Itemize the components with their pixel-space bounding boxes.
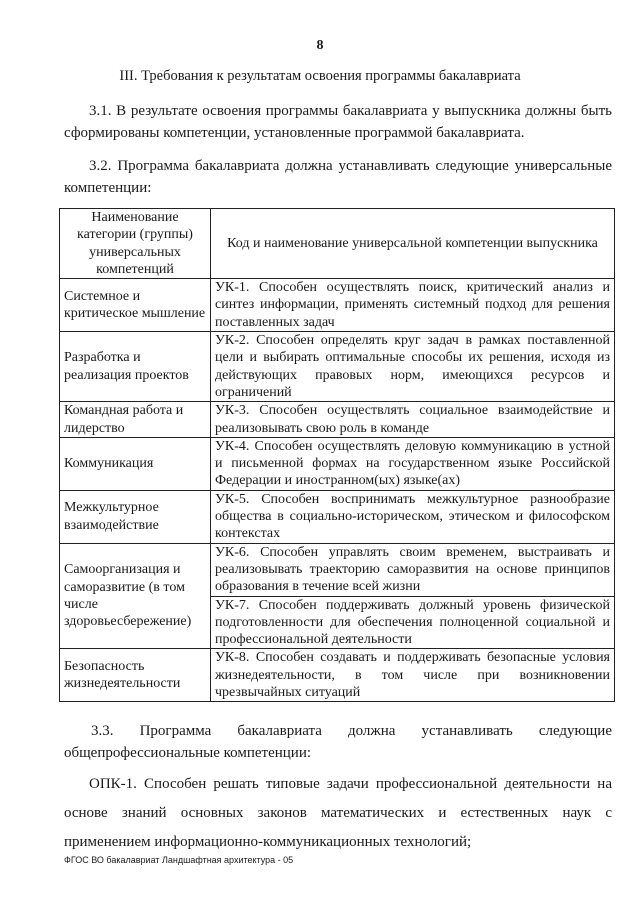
table-header-row (60, 209, 615, 279)
paragraph-3-2: 3.2. Программа бакалавриата должна устанавливать следующие универсальные компетенции: (64, 158, 612, 196)
table-row (60, 490, 615, 543)
competence-cell: УК-1. Способен осуществлять поиск, критический анализ и синтез информации, применять системный подход для решения поставленных задач (211, 279, 615, 332)
page-number: 8 (316, 38, 324, 53)
paragraph-3-3 (64, 720, 612, 764)
table-row (60, 402, 615, 438)
paragraph-3-1: 3.1. В результате освоения программы бакалавриата у выпускника должны быть сформированы компетенции, установленные программой бакалавриата. (64, 103, 612, 141)
category-cell: Разработка и реализация проектов (60, 332, 211, 402)
competence-cell: УК-7. Способен поддерживать должный уровень физической подготовленности для обеспечения полноценной социальной и профессиональной деятельности (211, 596, 615, 649)
footer-text: ФГОС ВО бакалавриат Ландшафтная архитектура - 05 (64, 855, 294, 865)
competence-table (59, 208, 615, 702)
competence-cell: УК-8. Способен создавать и поддерживать безопасные условия жизнедеятельности, в том числе при возникновении чрезвычайных ситуаций (211, 649, 615, 702)
section-heading: III. Требования к результатам освоения программы бакалавриата (119, 68, 521, 84)
category-cell: Коммуникация (60, 437, 211, 490)
table-row (60, 279, 615, 332)
table-row (60, 649, 615, 702)
table-row (60, 437, 615, 490)
category-cell: Системное и критическое мышление (60, 279, 211, 332)
category-cell: Безопасность жизнедеятельности (60, 649, 211, 702)
header-competence: Код и наименование универсальной компетенции выпускника (211, 209, 615, 279)
category-cell: Самоорганизация и саморазвитие (в том числе здоровьесбережение) (60, 543, 211, 649)
table-row (60, 332, 615, 402)
category-cell: Межкультурное взаимодействие (60, 490, 211, 543)
table-row (60, 543, 615, 596)
paragraph-3-3-line1: 3.3. Программа бакалавриата должна устанавливать следующие (91, 723, 612, 739)
opk-1-paragraph: ОПК-1. Способен решать типовые задачи профессиональной деятельности на основе знаний основных законов математических и естественных наук с применением информационно-коммуникационных технологий; (64, 776, 612, 850)
paragraph-3-3-line2: общепрофессиональные компетенции: (64, 745, 312, 761)
competence-cell: УК-3. Способен осуществлять социальное взаимодействие и реализовывать свою роль в команде (211, 402, 615, 438)
competence-cell: УК-4. Способен осуществлять деловую коммуникацию в устной и письменной формах на государственном языке Российской Федерации и иностранном(ых) языке(ах) (211, 437, 615, 490)
competence-cell: УК-2. Способен определять круг задач в рамках поставленной цели и выбирать оптимальные способы их решения, исходя из действующих правовых норм, имеющихся ресурсов и ограничений (211, 332, 615, 402)
competence-cell: УК-6. Способен управлять своим временем, выстраивать и реализовывать траекторию саморазвития на основе принципов образования в течение всей жизни (211, 543, 615, 596)
competence-cell: УК-5. Способен воспринимать межкультурное разнообразие общества в социально-историческом, этическом и философском контекстах (211, 490, 615, 543)
header-category: Наименование категории (группы) универсальных компетенций (60, 209, 211, 279)
category-cell: Командная работа и лидерство (60, 402, 211, 438)
